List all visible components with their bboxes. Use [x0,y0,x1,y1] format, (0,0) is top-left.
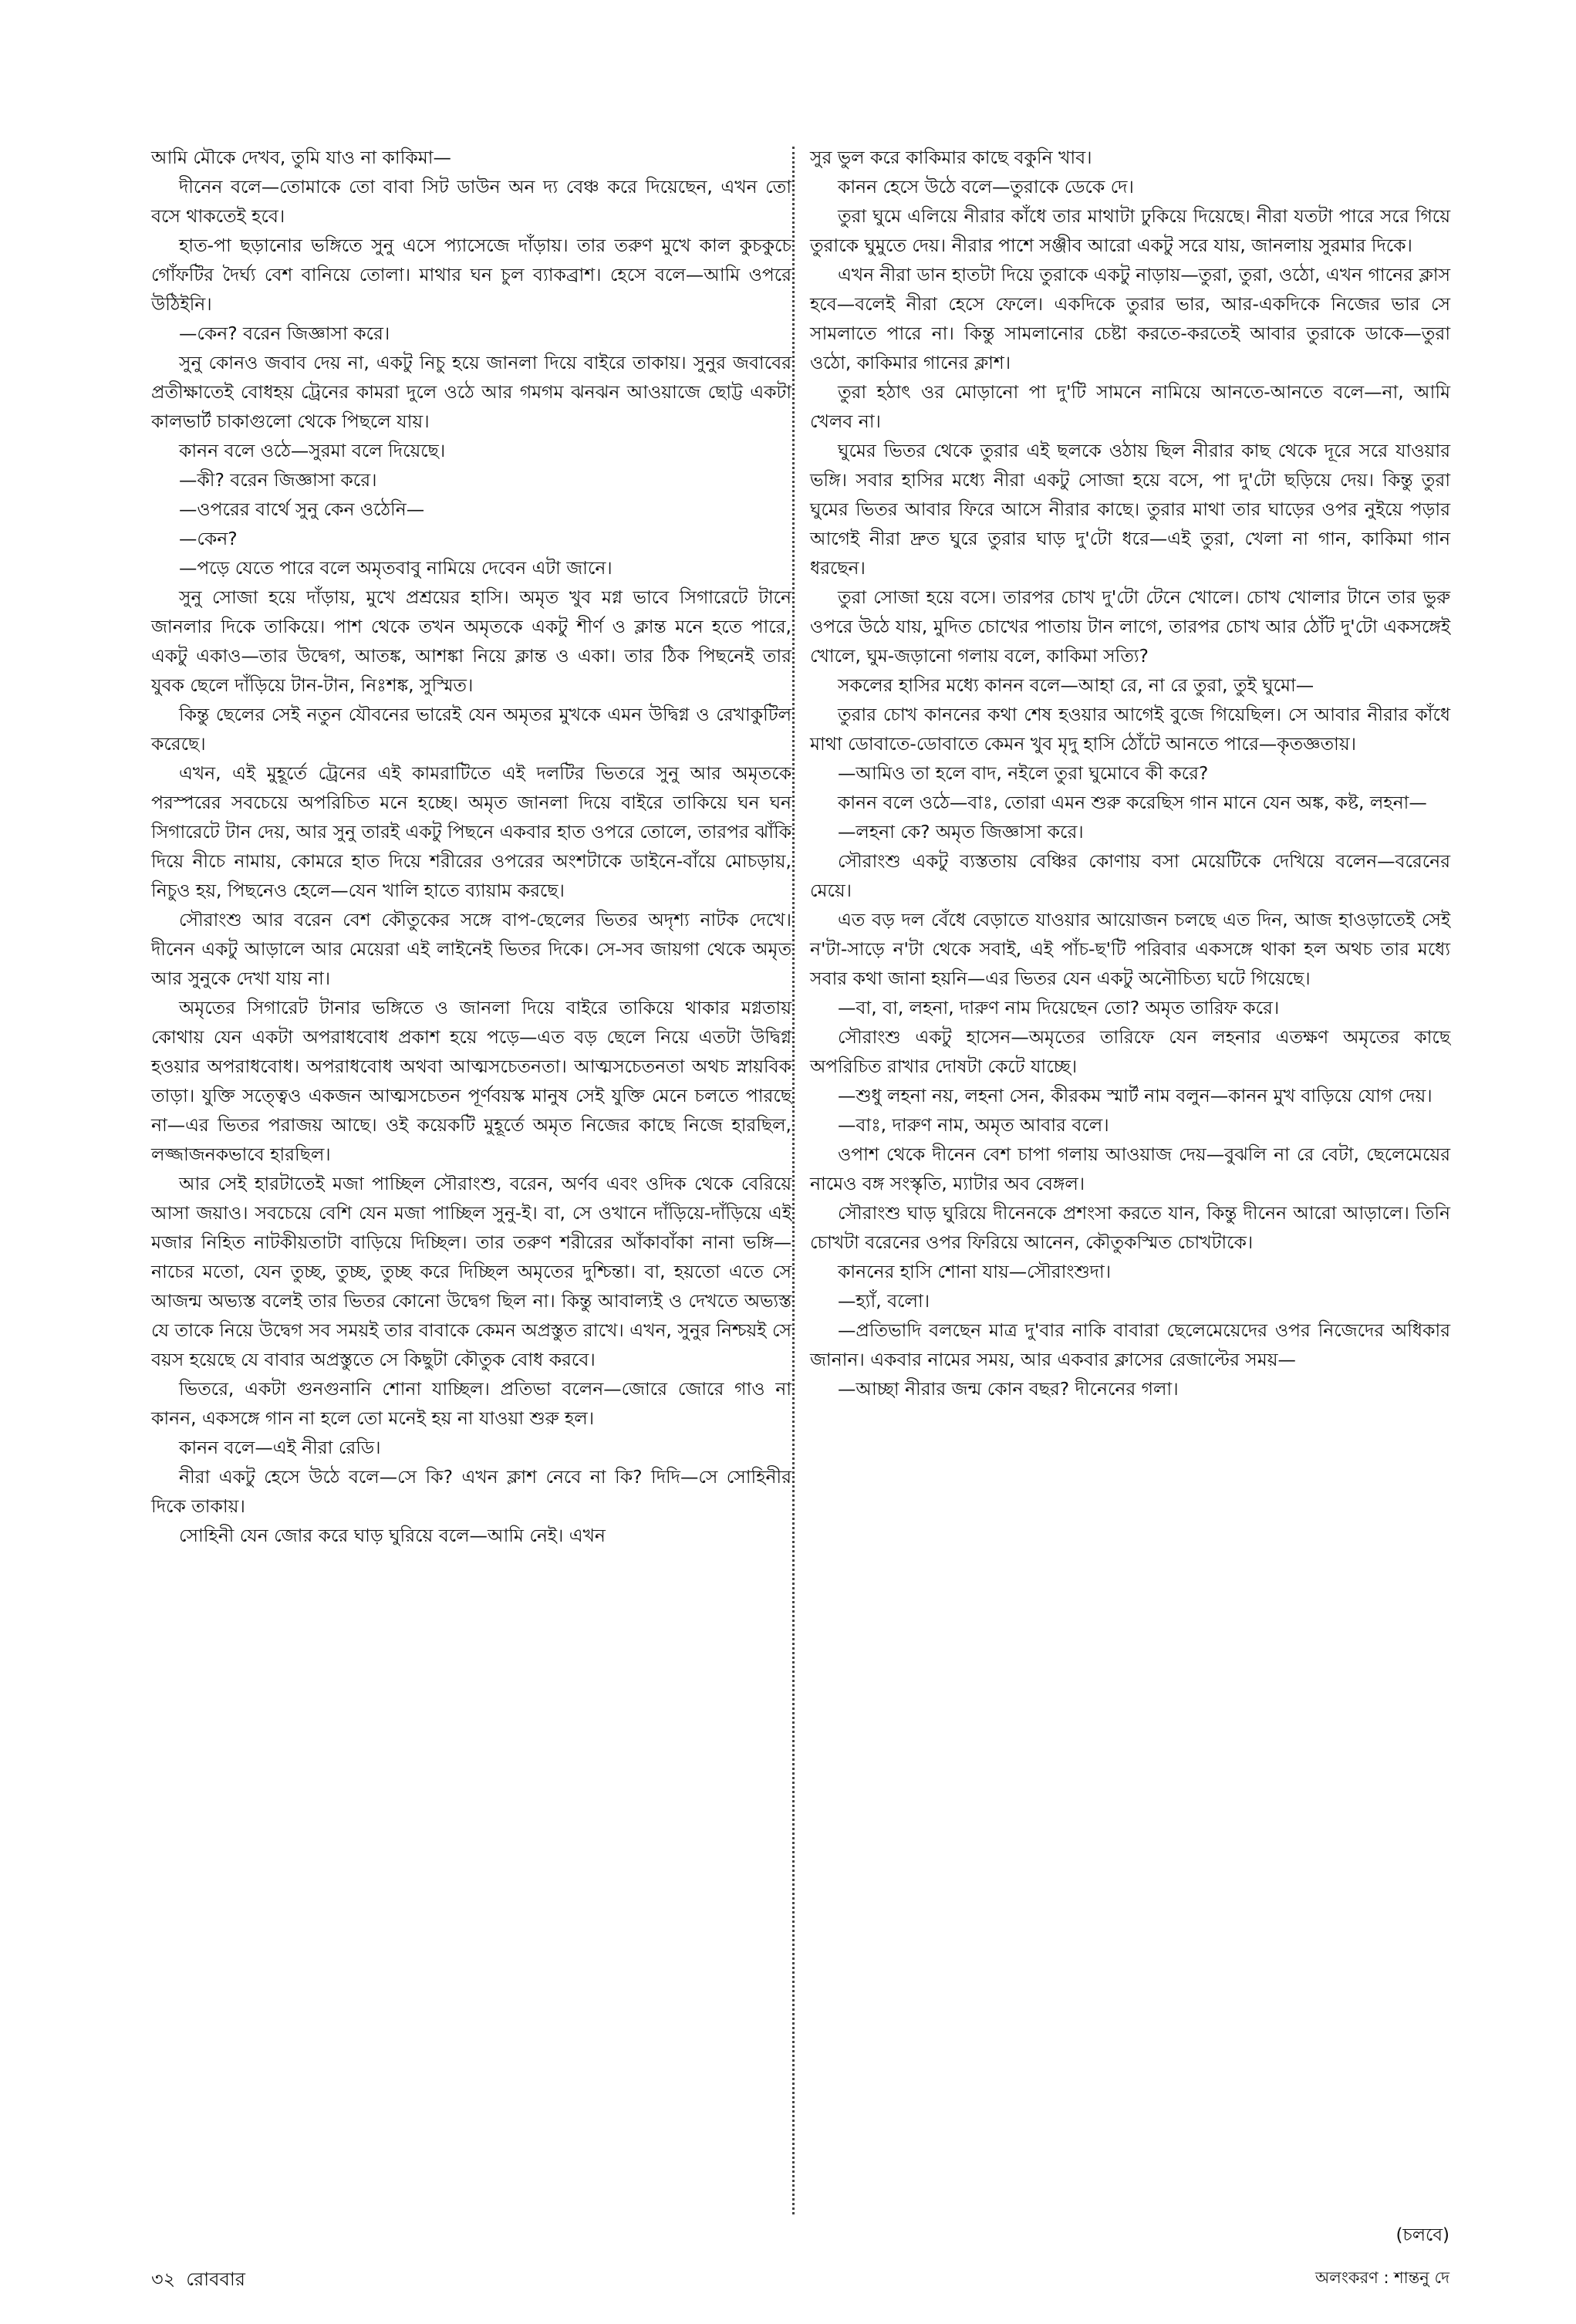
illustration-credit: অলংকরণ : শান্তনু দে [1315,2268,1449,2287]
paragraph: কানন হেসে উঠে বলে—তুরাকে ডেকে দে। [838,176,1134,198]
paragraph: কানন বলে—এই নীরা রেডি। [179,1437,381,1458]
paragraph: —ওপরের বার্থে সুনু কেন ওঠেনি— [179,498,425,520]
paragraph: ওপাশ থেকে দীনেন বেশ চাপা গলায় আওয়াজ দেয়—বুঝলি না রে বেটা, ছেলেমেয়ের নামেও বঙ্গ সংস্কৃতি, ম্যাটার অব বেঙ্গল। [810,1143,1450,1194]
paragraph: আর সেই হারটাতেই মজা পাচ্ছিল সৌরাংশু, বরেন, অর্ণব এবং ওদিক থেকে বেরিয়ে আসা জয়াও। সবচেয়ে বেশি যেন মজা পাচ্ছিল সুনু-ই। বা, সে ওখানে দাঁড়িয়ে-দাঁড়িয়ে এই মজার নিহিত নাটকীয়তাটা বাড়িয়ে দিচ্ছিল। তার তরুণ শরীরের আঁকাবাঁকা নানা ভঙ্গি—নাচের মতো, যেন তুচ্ছ, তুচ্ছ, তুচ্ছ করে দিচ্ছিল অমৃতের দুশ্চিন্তা। বা, হয়তো এতে সে আজন্ম অভ্যস্ত বলেই তার ভিতর কোনো উদ্বেগ ছিল না। কিন্তু আবাল্যই ও দেখতে অভ্যস্ত যে তাকে নিয়ে উদ্বেগ সব সময়ই তার বাবাকে কেমন অপ্রস্তুত রাখে। এখন, সুনুর নিশ্চয়ই সে বয়স হয়েছে যে বাবার অপ্রস্তুতে সে কিছুটা কৌতুক বোধ করবে। [151,1173,791,1370]
paragraph: তুরা হঠাৎ ওর মোড়ানো পা দু'টি সামনে নামিয়ে আনতে-আনতে বলে—না, আমি খেলব না। [810,381,1450,432]
paragraph: —পড়ে যেতে পারে বলে অমৃতবাবু নামিয়ে দেবেন এটা জানে। [179,557,613,579]
paragraph: এখন, এই মুহূর্তে ট্রেনের এই কামরাটিতে এই দলটির ভিতরে সুনু আর অমৃতকে পরস্পরের সবচেয়ে অপরিচিত মনে হচ্ছে। অমৃত জানলা দিয়ে বাইরে তাকিয়ে ঘন ঘন সিগারেটে টান দেয়, আর সুনু তারই একটু পিছনে একবার হাত ওপরে তোলে, তারপর ঝাঁকি দিয়ে নীচে নামায়, কোমরে হাত দিয়ে শরীরের ওপরের অংশটাকে ডাইনে-বাঁয়ে মোচড়ায়, নিচুও হয়, পিছনেও হেলে—যেন খালি হাতে ব্যায়াম করছে। [151,762,791,901]
paragraph: ভিতরে, একটা গুনগুনানি শোনা যাচ্ছিল। প্রতিভা বলেন—জোরে জোরে গাও না কানন, একসঙ্গে গান না হলে তো মনেই হয় না যাওয়া শুরু হল। [151,1378,791,1429]
paragraph: —কেন? বরেন জিজ্ঞাসা করে। [179,323,390,344]
paragraph: —বাঃ, দারুণ নাম, অমৃত আবার বলে। [838,1114,1109,1136]
paragraph: সৌরাংশু আর বরেন বেশ কৌতুকের সঙ্গে বাপ-ছেলের ভিতর অদৃশ্য নাটক দেখে। দীনেন একটু আড়ালে আর মেয়েরা এই লাইনেই ভিতর দিকে। সে-সব জায়গা থেকে অমৃত আর সুনুকে দেখা যায় না। [151,909,791,989]
continued-note: (চলবে) [1395,2225,1449,2245]
paragraph: —কী? বরেন জিজ্ঞাসা করে। [179,469,377,491]
paragraph: —আমিও তা হলে বাদ, নইলে তুরা ঘুমোবে কী করে? [838,762,1209,784]
page-number: ৩২ [151,2268,176,2290]
column-divider [792,147,795,2214]
paragraph: আমি মৌকে দেখব, তুমি যাও না কাকিমা— [151,147,451,168]
paragraph: সৌরাংশু একটু ব্যস্ততায় বেঞ্চির কোণায় বসা মেয়েটিকে দেখিয়ে বলেন—বরেনের মেয়ে। [810,850,1450,901]
paragraph: দীনেন বলে—তোমাকে তো বাবা সিট ডাউন অন দ্য বেঞ্চ করে দিয়েছেন, এখন তো বসে থাকতেই হবে। [151,176,791,227]
paragraph: সকলের হাসির মধ্যে কানন বলে—আহা রে, না রে তুরা, তুই ঘুমো— [838,674,1314,696]
paragraph: তুরা সোজা হয়ে বসে। তারপর চোখ দু'টো টেনে খোলে। চোখ খোলার টানে তার ভুরু ওপরে উঠে যায়, মুদিত চোখের পাতায় টান লাগে, তারপর চোখ আর ঠোঁট দু'টো একসঙ্গেই খোলে, ঘুম-জড়ানো গলায় বলে, কাকিমা সত্যি? [810,586,1450,667]
paragraph: নীরা একটু হেসে উঠে বলে—সে কি? এখন ক্লাশ নেবে না কি? দিদি—সে সোহিনীর দিকে তাকায়। [151,1466,791,1517]
magazine-name: রোববার [186,2268,245,2290]
paragraph: সুনু সোজা হয়ে দাঁড়ায়, মুখে প্রশ্রয়ের হাসি। অমৃত খুব মগ্ন ভাবে সিগারেটে টানে জানলার দিকে তাকিয়ে। পাশ থেকে তখন অমৃতকে একটু শীর্ণ ও ক্লান্ত মনে হতে পারে, একটু একাও—তার উদ্বেগ, আতঙ্ক, আশঙ্কা নিয়ে ক্লান্ত ও একা। তার ঠিক পিছনেই তার যুবক ছেলে দাঁড়িয়ে টান-টান, নিঃশঙ্ক, সুস্মিত। [151,586,791,696]
paragraph: এত বড় দল বেঁধে বেড়াতে যাওয়ার আয়োজন চলছে এত দিন, আজ হাওড়াতেই সেই ন'টা-সাড়ে ন'টা থেকে সবাই, এই পাঁচ-ছ'টি পরিবার একসঙ্গে থাকা হল অথচ তার মধ্যে সবার কথা জানা হয়নি—এর ভিতর যেন একটু অনৌচিত্য ঘটে গিয়েছে। [810,909,1450,989]
paragraph: ঘুমের ভিতর থেকে তুরার এই ছলকে ওঠায় ছিল নীরার কাছ থেকে দূরে সরে যাওয়ার ভঙ্গি। সবার হাসির মধ্যে নীরা একটু সোজা হয়ে বসে, পা দু'টো ছড়িয়ে দেয়। কিন্তু তুরা ঘুমের ভিতর আবার ফিরে আসে নীরার কাছে। তুরার মাথা তার ঘাড়ের ওপর নুইয়ে পড়ার আগেই নীরা দ্রুত ঘুরে তুরার ঘাড় দু'টো ধরে—এই তুরা, খেলা না গান, কাকিমা গান ধরছেন। [810,440,1450,579]
paragraph: সুনু কোনও জবাব দেয় না, একটু নিচু হয়ে জানলা দিয়ে বাইরে তাকায়। সুনুর জবাবের প্রতীক্ষাতেই বোধহয় ট্রেনের কামরা দুলে ওঠে আর গমগম ঝনঝন আওয়াজে ছোট্ট একটা কালভার্ট চাকাগুলো থেকে পিছলে যায়। [151,352,791,432]
paragraph: এখন নীরা ডান হাতটা দিয়ে তুরাকে একটু নাড়ায়—তুরা, তুরা, ওঠো, এখন গানের ক্লাস হবে—বলেই নীরা হেসে ফেলে। একদিকে তুরার ভার, আর-একদিকে নিজের ভার সে সামলাতে পারে না। কিন্তু সামলানোর চেষ্টা করতে-করতেই আবার তুরাকে ডাকে—তুরা ওঠো, কাকিমার গানের ক্লাশ। [810,264,1450,373]
paragraph: —শুধু লহনা নয়, লহনা সেন, কীরকম স্মার্ট নাম বলুন—কানন মুখ বাড়িয়ে যোগ দেয়। [838,1085,1433,1106]
paragraph: হাত-পা ছড়ানোর ভঙ্গিতে সুনু এসে প্যাসেজে দাঁড়ায়। তার তরুণ মুখে কাল কুচকুচে গোঁফটির দৈর্ঘ্য বেশ বানিয়ে তোলা। মাথার ঘন চুল ব্যাকব্রাশ। হেসে বলে—আমি ওপরে উঠিইনি। [151,235,791,315]
paragraph: কিন্তু ছেলের সেই নতুন যৌবনের ভারেই যেন অমৃতর মুখকে এমন উদ্বিগ্ন ও রেখাকুটিল করেছে। [151,704,791,755]
left-text-column [151,143,791,2211]
paragraph: —লহনা কে? অমৃত জিজ্ঞাসা করে। [838,821,1084,843]
paragraph: —প্রতিভাদি বলছেন মাত্র দু'বার নাকি বাবারা ছেলেমেয়েদের ওপর নিজেদের অধিকার জানান। একবার নামের সময়, আর একবার ক্লাসের রেজাল্টের সময়— [810,1319,1450,1370]
paragraph: সুর ভুল করে কাকিমার কাছে বকুনি খাব। [810,147,1092,168]
paragraph: কাননের হাসি শোনা যায়—সৌরাংশুদা। [838,1261,1112,1282]
paragraph: সৌরাংশু ঘাড় ঘুরিয়ে দীনেনকে প্রশংসা করতে যান, কিন্তু দীনেন আরো আড়ালে। তিনি চোখটা বরেনের ওপর ফিরিয়ে আনেন, কৌতুকস্মিত চোখটাকে। [810,1202,1450,1253]
paragraph: কানন বলে ওঠে—সুরমা বলে দিয়েছে। [179,440,446,461]
paragraph: তুরার চোখ কাননের কথা শেষ হওয়ার আগেই বুজে গিয়েছিল। সে আবার নীরার কাঁধে মাথা ডোবাতে-ডোবাতে কেমন খুব মৃদু হাসি ঠোঁটে আনতে পারে—কৃতজ্ঞতায়। [810,704,1450,755]
right-text-column [810,143,1450,2211]
paragraph: —আচ্ছা নীরার জন্ম কোন বছর? দীনেনের গলা। [838,1378,1179,1400]
paragraph: অমৃতের সিগারেট টানার ভঙ্গিতে ও জানলা দিয়ে বাইরে তাকিয়ে থাকার মগ্নতায় কোথায় যেন একটা অপরাধবোধ প্রকাশ হয়ে পড়ে—এত বড় ছেলে নিয়ে এতটা উদ্বিগ্ন হওয়ার অপরাধবোধ। অপরাধবোধ অথবা আত্মসচেতনতা। আত্মসচেতনতা অথচ স্নায়বিক তাড়া। যুক্তি সত্ত্বেও একজন আত্মসচেতন পূর্ণবয়স্ক মানুষ সেই যুক্তি মেনে চলতে পারছে না—এর ভিতর পরাজয় আছে। ওই কয়েকটি মুহূর্তে অমৃত নিজের কাছে নিজে হারছিল, লজ্জাজনকভাবে হারছিল। [151,997,791,1165]
paragraph: কানন বলে ওঠে—বাঃ, তোরা এমন শুরু করেছিস গান মানে যেন অঙ্ক, কষ্ট, লহনা— [838,792,1427,813]
paragraph: —হ্যাঁ, বলো। [838,1290,930,1312]
paragraph: সৌরাংশু একটু হাসেন—অমৃতের তারিফে যেন লহনার এতক্ষণ অমৃতের কাছে অপরিচিত রাখার দোষটা কেটে যাচ্ছে। [810,1026,1450,1077]
paragraph: সোহিনী যেন জোর করে ঘাড় ঘুরিয়ে বলে—আমি নেই। এখন [179,1525,606,1546]
paragraph: তুরা ঘুমে এলিয়ে নীরার কাঁধে তার মাথাটা ঢুকিয়ে দিয়েছে। নীরা যতটা পারে সরে গিয়ে তুরাকে ঘুমুতে দেয়। নীরার পাশে সঞ্জীব আরো একটু সরে যায়, জানলায় সুরমার দিকে। [810,205,1450,256]
paragraph: —কেন? [179,528,238,549]
paragraph: —বা, বা, লহনা, দারুণ নাম দিয়েছেন তো? অমৃত তারিফ করে। [838,997,1280,1018]
page-folio [151,2265,256,2296]
